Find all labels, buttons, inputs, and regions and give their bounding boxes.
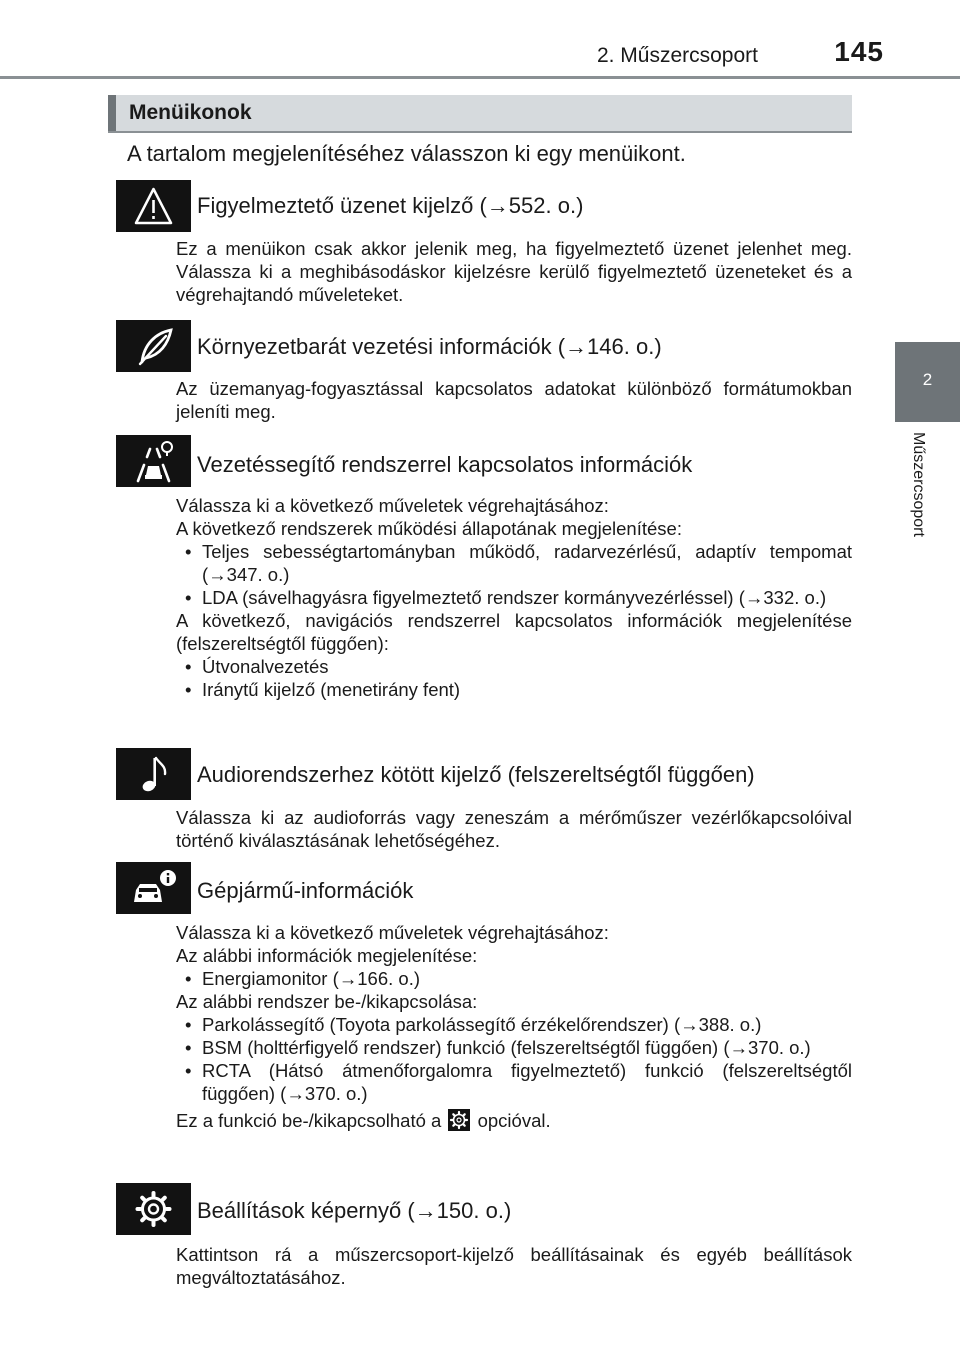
- section-title: Menüikonok: [129, 101, 252, 124]
- item-title-settings: Beállítások képernyő (→150. o.): [197, 1198, 512, 1223]
- list-item: • RCTA (Hátsó átmenőforgalomra figyelmeztető) funkció (felszereltségtől függően) (→370. o.): [176, 1059, 852, 1105]
- item-title-driving-assist: Vezetéssegítő rendszerrel kapcsolatos információk: [197, 452, 693, 477]
- settings-gear-icon: [116, 1183, 191, 1235]
- page-number: 145: [834, 36, 884, 67]
- header-rule: [0, 76, 960, 79]
- item-line: Válassza ki a következő műveletek végrehajtásához:: [176, 922, 609, 943]
- list-item: • Energiamonitor (→166. o.): [176, 967, 852, 990]
- item-title-vehicle-info: Gépjármű-információk: [197, 878, 414, 903]
- item-paragraph: Ez a menüikon csak akkor jelenik meg, ha figyelmeztető üzenet jelenhet meg. Válassza ki a meghibásodáskor kijelzésre kerülő figyelmeztető üzeneteket és a végrehajtandó műveleteket.: [176, 238, 852, 305]
- item-paragraph: Az üzemanyag-fogyasztással kapcsolatos adatokat különböző formátumokban jeleníti meg.: [176, 378, 852, 422]
- item-desc-settings: [176, 1243, 852, 1289]
- item-line: Válassza ki a következő műveletek végrehajtásához:: [176, 495, 609, 516]
- item-line-after-icon: opcióval.: [477, 1110, 551, 1131]
- list-item: • BSM (holttérfigyelő rendszer) funkció (felszereltségtől függően) (→370. o.): [176, 1036, 852, 1059]
- list-item: • Teljes sebességtartományban működő, radarvezérlésű, adaptív tempomat (→347. o.): [176, 540, 852, 586]
- item-desc-warning: [176, 237, 852, 306]
- item-title-warning: Figyelmeztető üzenet kijelző (→552. o.): [197, 193, 584, 218]
- driving-assist-icon: [116, 435, 191, 487]
- item-paragraph: Válassza ki az audioforrás vagy zeneszám a mérőműszer vezérlőkapcsolóival történő kiválasztásának lehetőségéhez.: [176, 807, 852, 851]
- chapter-tab-label: Műszercsoport: [910, 432, 927, 537]
- item-line-with-icon: [176, 1109, 852, 1132]
- item-line: Az alábbi rendszer be-/kikapcsolása:: [176, 991, 478, 1012]
- chapter-title: 2. Műszercsoport: [596, 44, 758, 67]
- item-title-audio: Audiorendszerhez kötött kijelző (felszereltségtől függően): [197, 762, 755, 787]
- inline-gear-icon: [448, 1109, 470, 1131]
- chapter-tab: [895, 342, 960, 422]
- item-desc-eco: [176, 377, 852, 423]
- list-item: • LDA (sávelhagyásra figyelmeztető rendszer kormányvezérléssel) (→332. o.): [176, 586, 852, 609]
- item-line: A következő, navigációs rendszerrel kapcsolatos információk megjelenítése (felszereltségtől függően):: [176, 610, 852, 654]
- section-header: [108, 95, 852, 133]
- intro-text: A tartalom megjelenítéséhez válasszon ki egy menüikont.: [127, 141, 686, 166]
- music-note-icon: [116, 748, 191, 800]
- list-item: • Parkolássegítő (Toyota parkolássegítő érzékelőrendszer) (→388. o.): [176, 1013, 852, 1036]
- list-item: • Útvonalvezetés: [176, 655, 852, 678]
- list-item: • Iránytű kijelző (menetirány fent): [176, 678, 852, 701]
- item-paragraph: Kattintson rá a műszercsoport-kijelző beállításainak és egyéb beállítások megváltoztatásához.: [176, 1244, 852, 1288]
- item-title-eco: Környezetbarát vezetési információk (→146. o.): [197, 334, 662, 359]
- section-header-accent: [108, 95, 116, 131]
- vehicle-info-icon: [116, 862, 191, 914]
- item-desc-audio: [176, 806, 852, 852]
- eco-leaf-icon: [116, 320, 191, 372]
- item-desc-vehicle-info: [176, 921, 852, 1132]
- warning-triangle-icon: [116, 180, 191, 232]
- item-line-before-icon: Ez a funkció be-/kikapcsolható a: [176, 1110, 442, 1131]
- item-line: A következő rendszerek működési állapotának megjelenítése:: [176, 518, 682, 539]
- item-desc-driving-assist: [176, 494, 852, 701]
- item-line: Az alábbi információk megjelenítése:: [176, 945, 478, 966]
- chapter-tab-number: 2: [922, 370, 933, 389]
